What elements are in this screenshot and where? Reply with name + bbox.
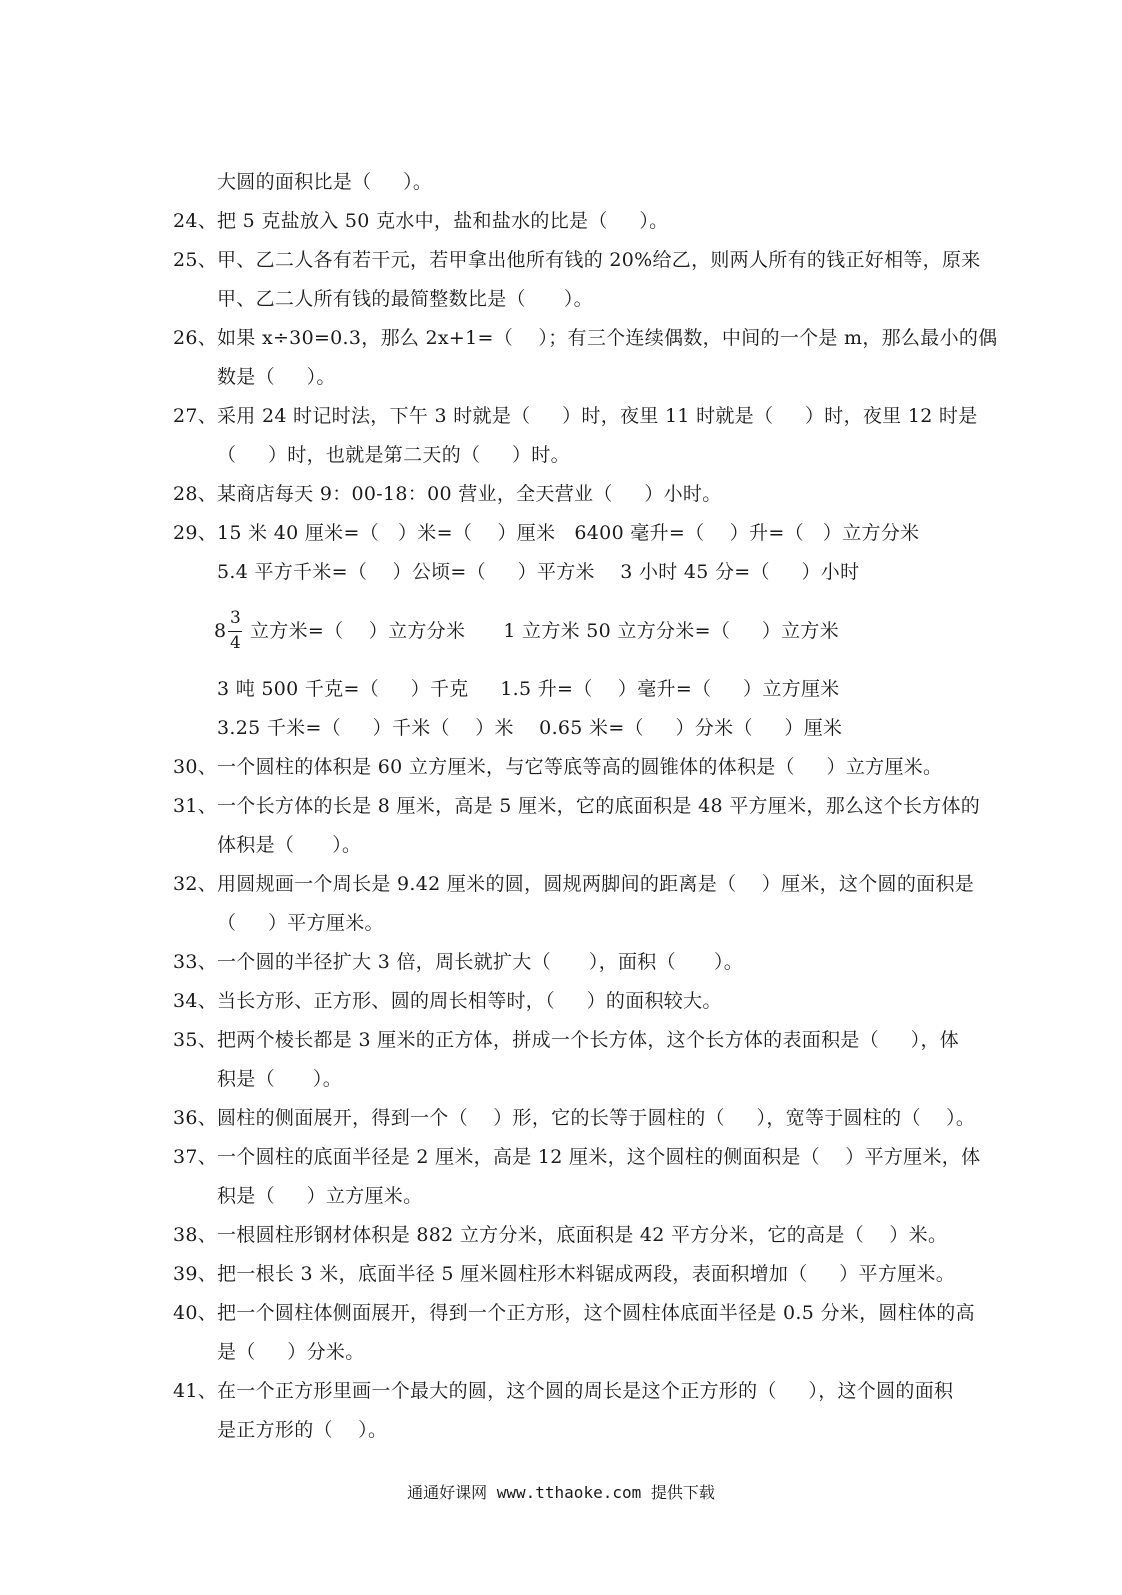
question-37: 37、一个圆柱的底面半径是 2 厘米，高是 12 厘米，这个圆柱的侧面积是（ ）平方厘米，体 [173, 1146, 981, 1168]
question-40-line-2: 是（ ）分米。 [217, 1341, 365, 1363]
question-26-line-2: 数是（ ）。 [217, 366, 336, 388]
question-28: 28、某商店每天 9：00-18：00 营业，全天营业（ ）小时。 [173, 483, 722, 505]
question-29-line-3: 立方米=（ ）立方分米 1 立方米 50 立方分米=（ ）立方米 [250, 620, 840, 642]
question-24: 24、把 5 克盐放入 50 克水中，盐和盐水的比是（ ）。 [173, 210, 669, 232]
question-29-line-5: 3.25 千米=（ ）千米（ ）米 0.65 米=（ ）分米（ ）厘米 [217, 717, 843, 739]
question-29: 29、15 米 40 厘米=（ ）米=（ ）厘米 6400 毫升=（ ）升=（ ）立方分米 [173, 522, 920, 544]
question-30: 30、一个圆柱的体积是 60 立方厘米，与它等底等高的圆锥体的体积是（ ）立方厘米。 [173, 756, 943, 778]
question-25: 25、甲、乙二人各有若干元，若甲拿出他所有钱的 20%给乙，则两人所有的钱正好相等，原来 [173, 249, 981, 271]
mixed-number-fraction: 8 3 4 [214, 608, 241, 653]
question-31-line-2: 体积是（ ）。 [217, 834, 362, 856]
question-33: 33、一个圆的半径扩大 3 倍，周长就扩大（ ），面积（ ）。 [173, 951, 744, 973]
question-35-line-2: 积是（ ）。 [217, 1068, 343, 1090]
question-29-line-4: 3 吨 500 千克=（ ）千克 1.5 升=（ ）毫升=（ ）立方厘米 [217, 678, 840, 700]
question-26: 26、如果 x÷30=0.3，那么 2x+1=（ ）；有三个连续偶数，中间的一个是 m，那么最小的偶 [173, 327, 998, 349]
question-31: 31、一个长方体的长是 8 厘米，高是 5 厘米，它的底面积是 48 平方厘米，那么这个长方体的 [173, 795, 981, 817]
question-27-line-2: （ ）时，也就是第二天的（ ）时。 [217, 444, 570, 466]
question-38: 38、一根圆柱形钢材体积是 882 立方分米，底面积是 42 平方分米，它的高是（ ）米。 [173, 1224, 948, 1246]
question-32: 32、用圆规画一个周长是 9.42 厘米的圆，圆规两脚间的距离是（ ）厘米，这个圆的面积是 [173, 873, 975, 895]
question-39: 39、把一根长 3 米，底面半径 5 厘米圆柱形木料锯成两段，表面积增加（ ）平方厘米。 [173, 1263, 956, 1285]
question-32-line-2: （ ）平方厘米。 [217, 912, 384, 934]
question-34: 34、当长方形、正方形、圆的周长相等时，（ ）的面积较大。 [173, 990, 722, 1012]
question-35: 35、把两个棱长都是 3 厘米的正方体，拼成一个长方体，这个长方体的表面积是（ ），体 [173, 1029, 960, 1051]
question-23-continuation: 大圆的面积比是（ ）。 [217, 171, 433, 193]
question-27: 27、采用 24 时记时法，下午 3 时就是（ ）时，夜里 11 时就是（ ）时，夜里 12 时是 [173, 405, 978, 427]
question-29-line-2: 5.4 平方千米=（ ）公顷=（ ）平方米 3 小时 45 分=（ ）小时 [217, 561, 860, 583]
question-41: 41、在一个正方形里画一个最大的圆，这个圆的周长是这个正方形的（ ），这个圆的面积 [173, 1380, 954, 1402]
question-25-line-2: 甲、乙二人所有钱的最简整数比是（ ）。 [217, 288, 593, 310]
question-37-line-2: 积是（ ）立方厘米。 [217, 1185, 423, 1207]
page-footer: 通通好课网 www.tthaoke.com 提供下载 [407, 1483, 715, 1502]
question-41-line-2: 是正方形的（ ）。 [217, 1419, 388, 1441]
question-40: 40、把一个圆柱体侧面展开，得到一个正方形，这个圆柱体底面半径是 0.5 分米，圆柱体的高 [173, 1302, 975, 1324]
question-36: 36、圆柱的侧面展开，得到一个（ ）形，它的长等于圆柱的（ ），宽等于圆柱的（ ）。 [173, 1107, 976, 1129]
